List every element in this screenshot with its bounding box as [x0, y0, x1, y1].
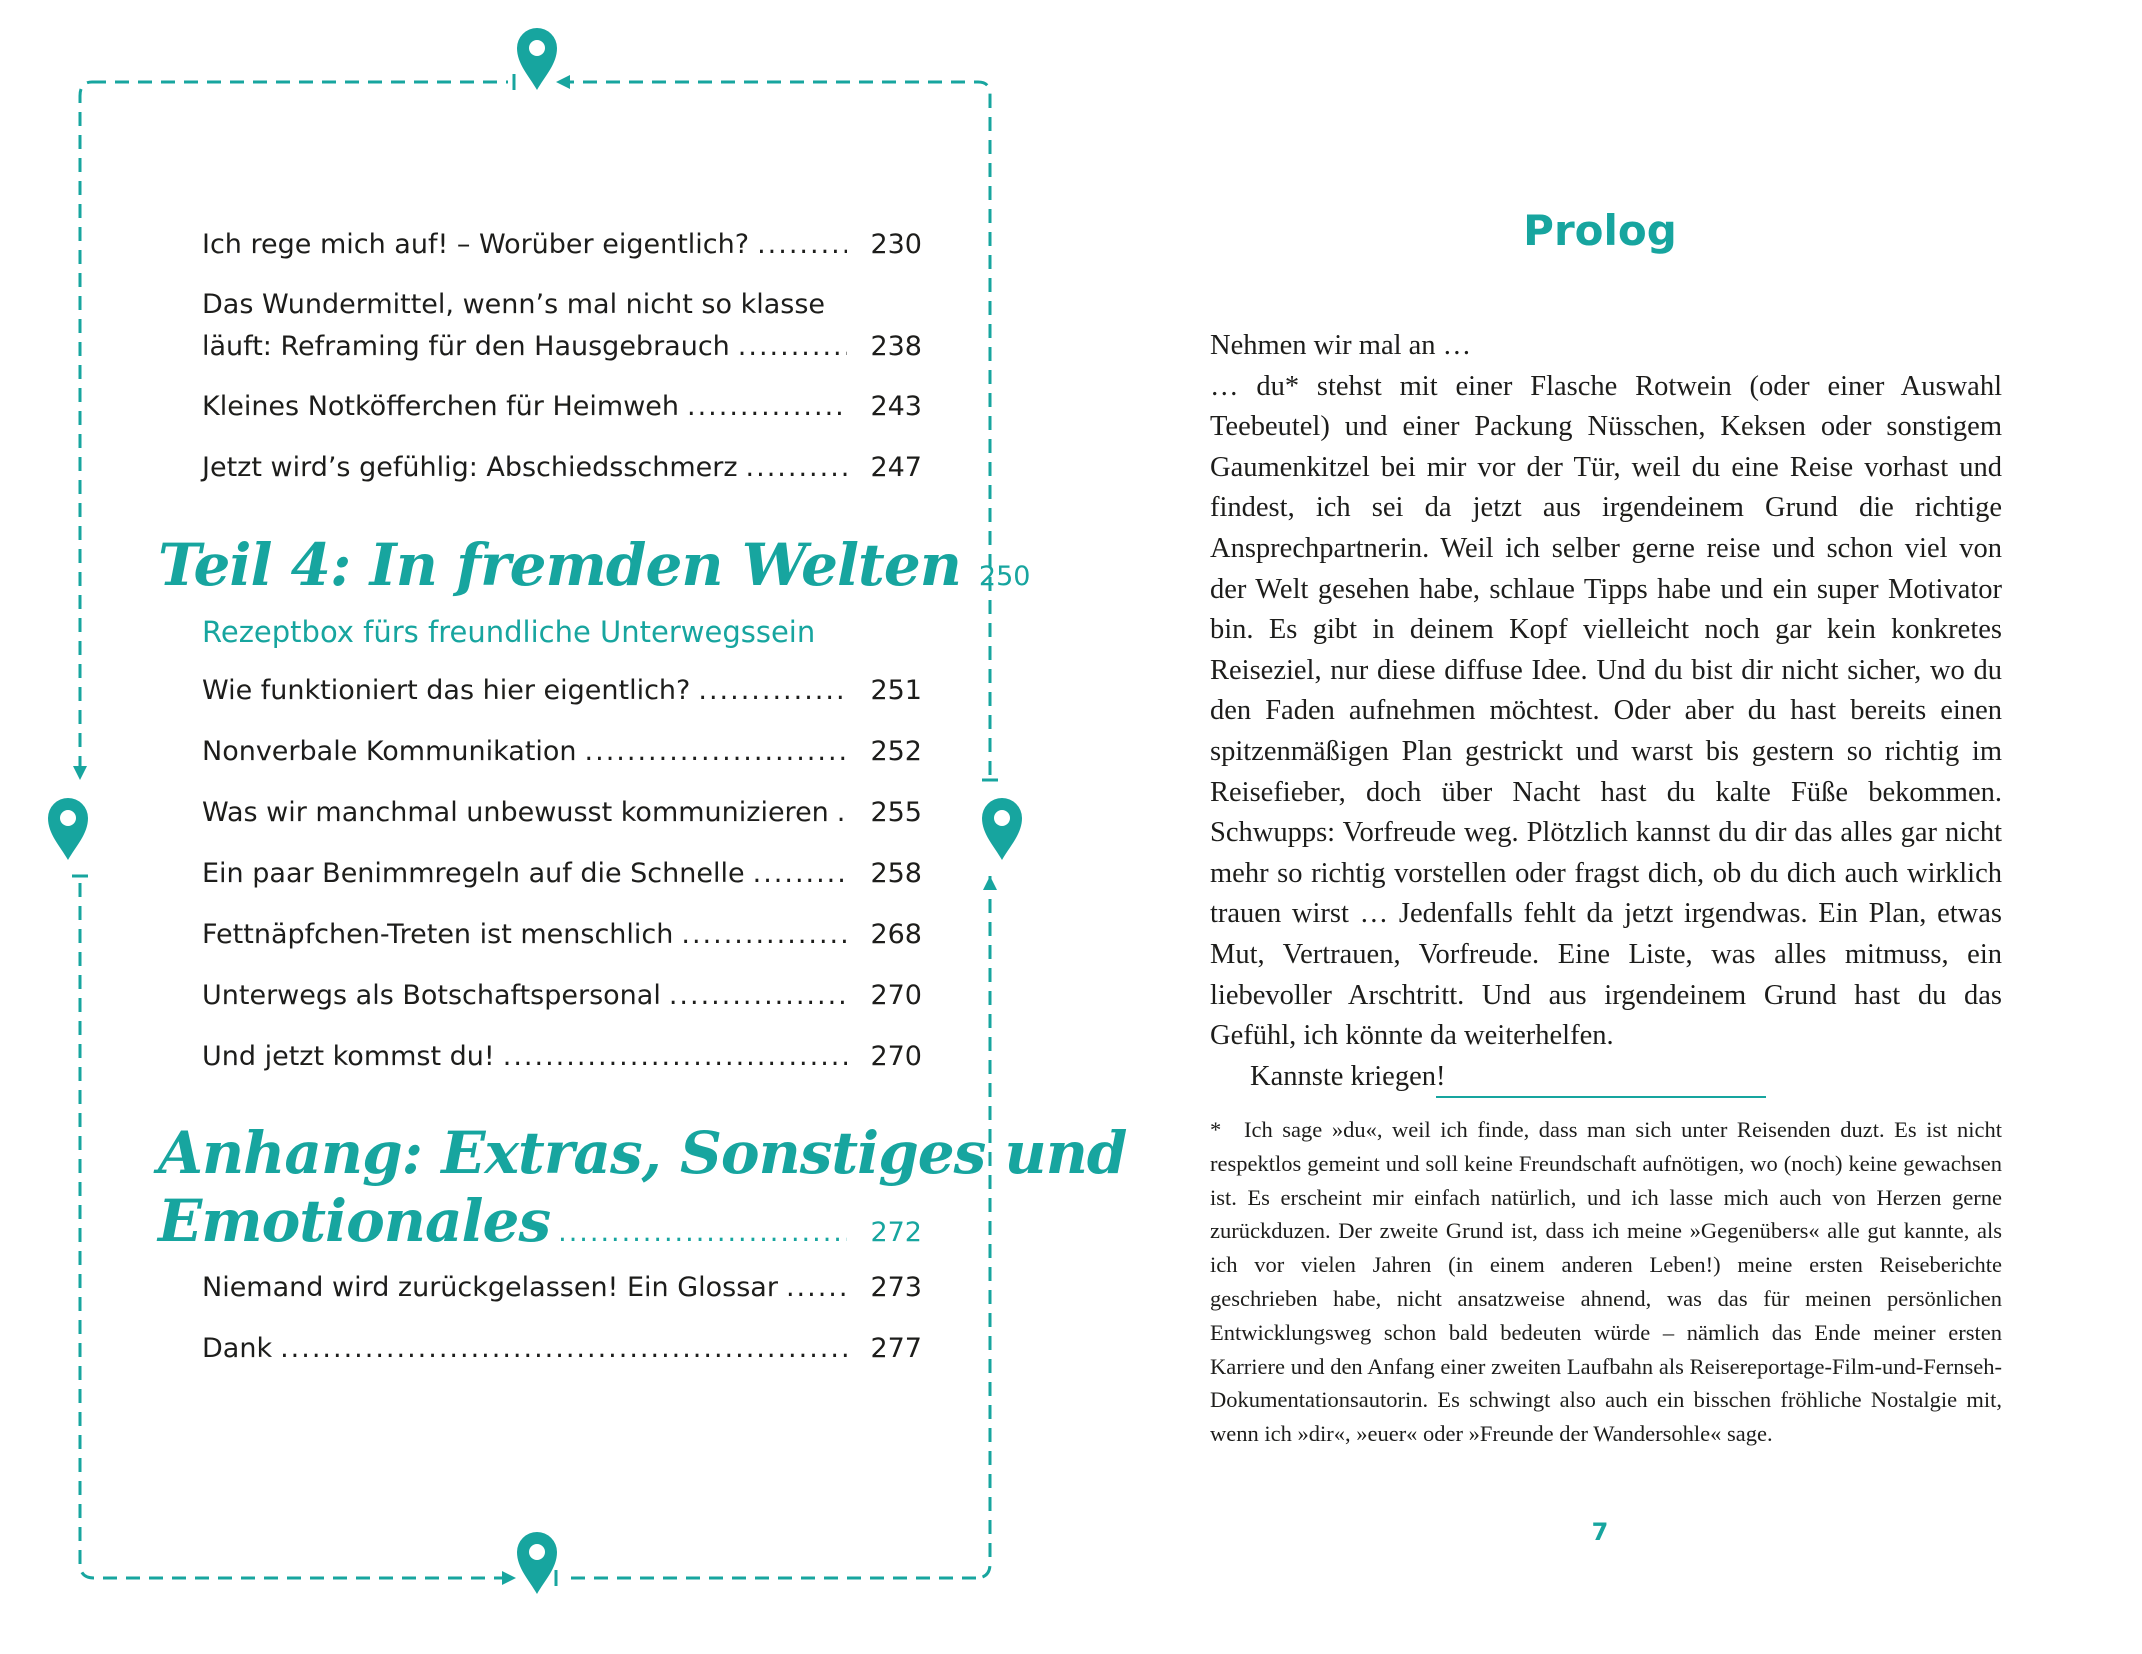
toc-entry	[202, 735, 922, 769]
prolog-body	[1210, 326, 2002, 1097]
toc-leader-dots	[738, 330, 847, 364]
toc-entry-page: 247	[870, 452, 922, 483]
toc-entry-title-line1: Das Wundermittel, wenn’s mal nicht so klasse	[202, 289, 825, 320]
toc-leader-dots	[757, 228, 847, 262]
toc-entry	[202, 330, 922, 364]
toc-leader-dots	[503, 1040, 847, 1074]
toc-entry-page: 277	[870, 1333, 922, 1364]
toc-leader-dots	[280, 1332, 847, 1366]
footnote-text: Ich sage »du«, weil ich finde, dass man sich unter Reisenden duzt. Es ist nicht respektlos gemeint und soll keine Freundschaft aufnötigen, wo (noch) keine gewachsen ist. Es erscheint mir einfach natürlich, und ich lasse mich auch von Herzen gerne zurückduzen. Der zweite Grund ist, dass ich meine »Gegenübers« alle gut kannte, als ich vor vielen Jahren (in einem anderen Leben!) meine ersten Reiseberichte geschrieben habe, nicht ansatzweise ahnend, was das für meinen persönlichen Entwicklungsweg schon bald bedeuten würde – nämlich das Ende meiner ersten Karriere und den Anfang einer zweiten Laufbahn als Reisereportage-Film-und-Fernseh-Dokumentationsautorin. Es schwingt also auch ein bisschen fröhliche Nostalgie mit, wenn ich »dir«, »euer« oder »Freunde der Wandersohle« sage.	[1210, 1117, 2002, 1447]
toc-entry-page: 238	[870, 331, 922, 362]
toc-entry-title: läuft: Reframing für den Hausgebrauch	[202, 331, 730, 362]
toc-entry-title: Dank	[202, 1333, 273, 1364]
toc-part-subtitle: Rezeptbox fürs freundliche Unterwegssein	[202, 615, 816, 649]
toc-entry	[202, 918, 922, 952]
toc-appendix-title-line2: Emotionales	[158, 1187, 551, 1255]
toc-entry	[202, 674, 922, 708]
prolog-title: Prolog	[1523, 206, 1677, 255]
footnote	[1210, 1113, 2002, 1451]
toc-entry-title: Ich rege mich auf! – Worüber eigentlich?	[202, 229, 750, 260]
toc-entry-title: Niemand wird zurückgelassen! Ein Glossar	[202, 1272, 778, 1303]
toc-entry-page: 251	[870, 675, 922, 706]
toc-entry	[202, 1271, 922, 1305]
footnote-mark: *	[1210, 1117, 1222, 1142]
toc-leader-dots	[669, 979, 847, 1013]
toc-leader-dots	[786, 1271, 847, 1305]
toc-entry	[202, 857, 922, 891]
toc-entry-page: 230	[870, 229, 922, 260]
toc-entry	[202, 796, 922, 830]
toc-leader-dots	[698, 674, 847, 708]
toc-entry-title: Unterwegs als Botschaftspersonal	[202, 980, 661, 1011]
toc-entry-page: 273	[870, 1272, 922, 1303]
toc-entry-title: Und jetzt kommst du!	[202, 1041, 495, 1072]
toc-entry-page: 268	[870, 919, 922, 950]
prolog-paragraph: … du* stehst mit einer Flasche Rotwein (oder einer Auswahl Teebeutel) und einer Packung Nüsschen, Keksen oder sonstigem Gaumenkitzel bei mir vor der Tür, weil du eine Reise vorhast und findest, ich sei da jetzt aus irgendeinem Grund die richtige Ansprechpartnerin. Weil ich selber gerne reise und schon viel von der Welt gesehen habe, schlaue Tipps habe und ein super Motivator bin. Es gibt in deinem Kopf vielleicht noch gar kein konkretes Reiseziel, nur diese diffuse Idee. Und du bist dir nicht sicher, wo du den Faden aufnehmen möchtest. Oder aber du hast bereits einen spitzenmäßigen Plan gestrickt und warst bis gestern so richtig im Reisefieber, doch über Nacht hast du kalte Füße bekommen. Schwupps: Vorfreude weg. Plötzlich kannst du dir das alles gar nicht mehr so richtig vorstellen oder fragst dich, ob du dich auch wirklich trauen wirst … Jedenfalls fehlt da jetzt irgendwas. Ein Plan, etwas Mut, Vertrauen, Vorfreude. Eine Liste, was alles mitmuss, ein liebevoller Arschtritt. Und aus irgendeinem Grund hast du das Gefühl, ich könnte da weiterhelfen.	[1210, 370, 2002, 1052]
toc-leader-dots	[558, 1216, 847, 1250]
toc-entry	[202, 451, 922, 485]
toc-leader-dots	[837, 796, 847, 830]
prolog-paragraph: Nehmen wir mal an …	[1210, 330, 1472, 361]
toc-entry-page: 258	[870, 858, 922, 889]
toc-entry	[202, 228, 922, 262]
toc-appendix-title-line1: Anhang: Extras, Sonstiges und	[158, 1119, 1127, 1187]
toc-leader-dots	[687, 390, 847, 424]
footnote-divider	[1436, 1096, 1766, 1098]
toc-entry	[202, 1332, 922, 1366]
toc-entry-page: 270	[870, 1041, 922, 1072]
toc-part-heading	[158, 530, 1031, 600]
toc-entry	[202, 979, 922, 1013]
toc-leader-dots	[753, 857, 847, 891]
toc-entry-page: 243	[870, 391, 922, 422]
toc-entry-title: Was wir manchmal unbewusst kommunizieren	[202, 797, 829, 828]
toc-leader-dots	[681, 918, 847, 952]
prolog-paragraph: Kannste kriegen!	[1250, 1060, 1446, 1092]
toc-entry-page: 255	[870, 797, 922, 828]
toc-entry-title: Nonverbale Kommunikation	[202, 736, 577, 767]
toc-leader-dots	[746, 451, 847, 485]
toc-part-page: 250	[978, 561, 1031, 592]
toc-entry-title: Kleines Notköfferchen für Heimweh	[202, 391, 679, 422]
toc-entry-title: Jetzt wird’s gefühlig: Abschiedsschmerz	[202, 452, 738, 483]
toc-entry-page: 252	[870, 736, 922, 767]
toc-entry-page: 270	[870, 980, 922, 1011]
toc-appendix-page: 272	[870, 1217, 922, 1248]
toc-part-title: Teil 4: In fremden Welten	[158, 531, 961, 599]
toc-entry	[202, 1040, 922, 1074]
toc-entry-title: Fettnäpfchen-Treten ist menschlich	[202, 919, 674, 950]
toc-entry-title: Ein paar Benimmregeln auf die Schnelle	[202, 858, 745, 889]
toc-leader-dots	[585, 735, 847, 769]
page-number: 7	[1591, 1518, 1609, 1546]
toc-appendix-heading	[158, 1186, 922, 1256]
toc-entry-title: Wie funktioniert das hier eigentlich?	[202, 675, 691, 706]
toc-entry	[202, 390, 922, 424]
